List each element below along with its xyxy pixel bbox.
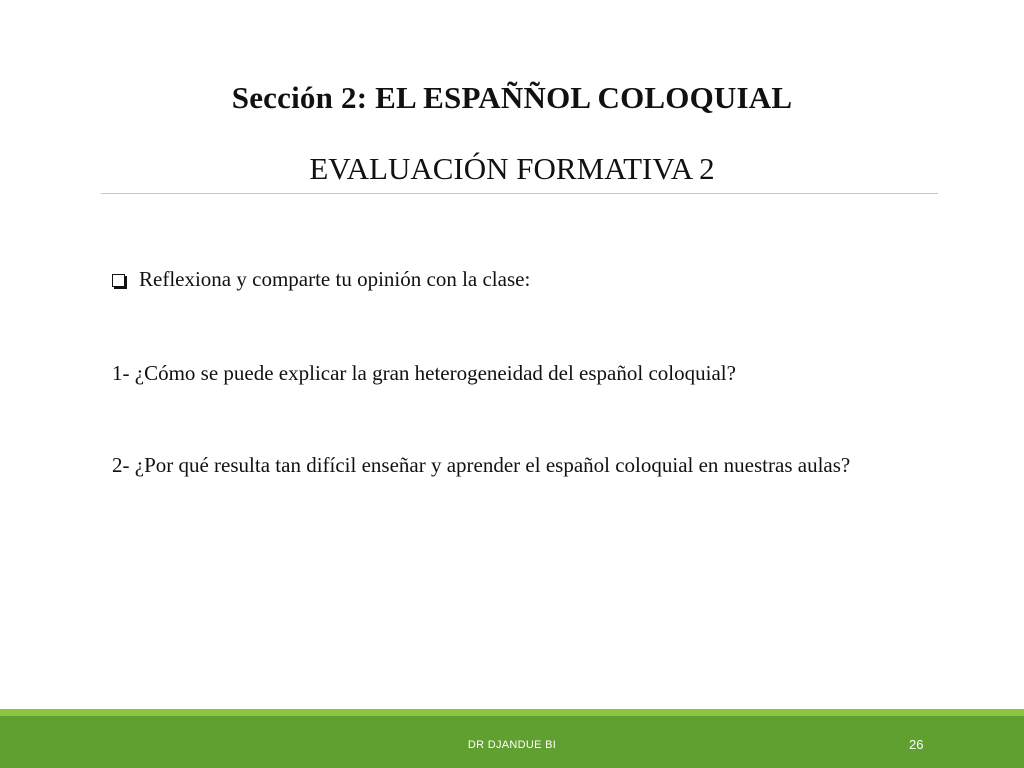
footer-author: DR DJANDUE BI	[467, 739, 557, 751]
slide-subtitle: EVALUACIÓN FORMATIVA 2	[309, 151, 715, 186]
bullet-item	[112, 267, 530, 292]
bullet-text: Reflexiona y comparte tu opinión con la clase:	[139, 267, 531, 291]
question-1: 1- ¿Cómo se puede explicar la gran heterogeneidad del español coloquial?	[112, 361, 736, 385]
slide-title: Sección 2: EL ESPAÑÑOL COLOQUIAL	[231, 80, 793, 115]
title-divider	[101, 193, 938, 194]
footer-accent-stripe	[0, 709, 1024, 716]
page-number: 26	[909, 737, 924, 752]
checkbox-icon	[112, 274, 125, 287]
question-2: 2- ¿Por qué resulta tan difícil enseñar y aprender el español coloquial en nuestras aulas?	[112, 453, 851, 477]
